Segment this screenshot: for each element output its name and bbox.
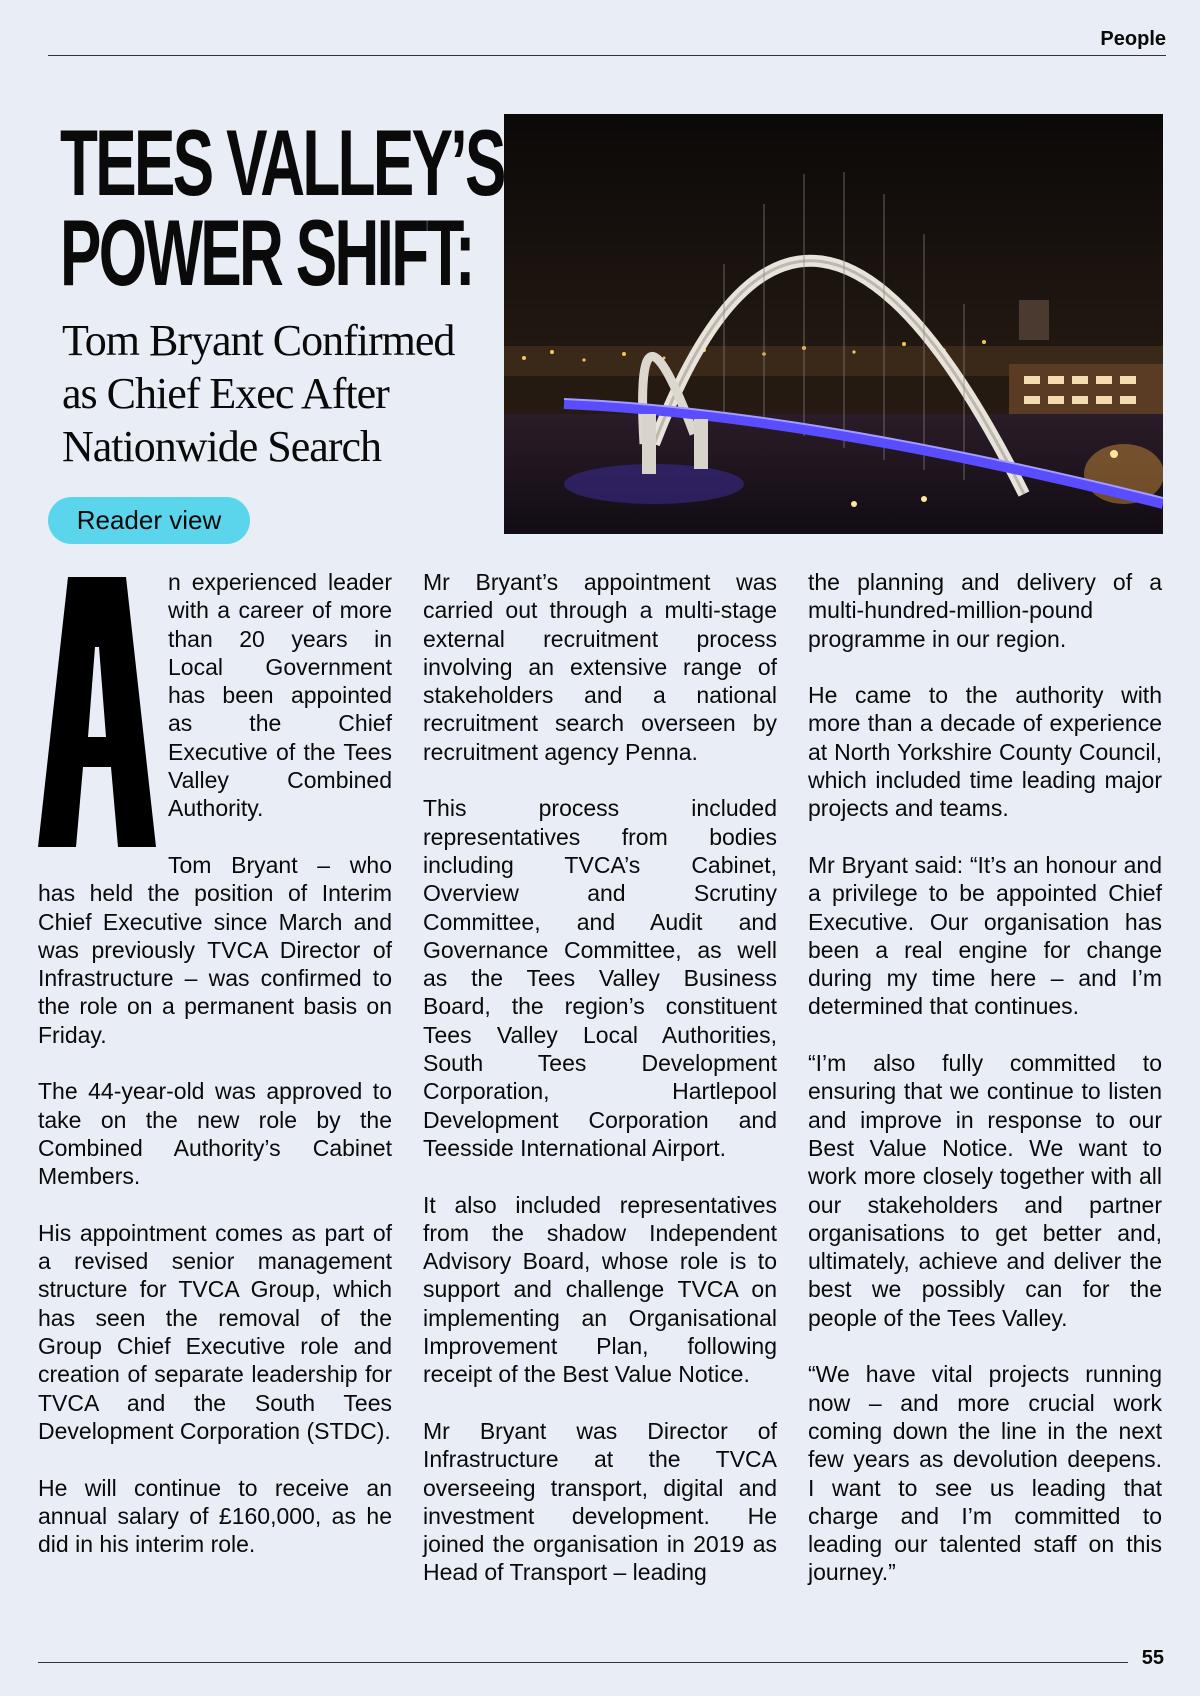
paragraph-10: the planning and delivery of a multi-hundred-million-pound programme in our region. [808, 569, 1162, 652]
headline-line-2: POWER SHIFT: [60, 200, 473, 305]
drop-cap [38, 577, 156, 847]
paragraph-5: He will continue to receive an annual salary of £160,000, as he did in his interim role. [38, 1474, 392, 1558]
drop-cap-glyph [38, 577, 156, 847]
paragraph-3: The 44-year-old was approved to take on the new role by the Combined Authority’s Cabinet Members. [38, 1078, 392, 1190]
headline [60, 110, 504, 305]
subhead-line-1: Tom Bryant Confirmed [62, 316, 455, 365]
paragraph-12: Mr Bryant said: “It’s an honour and a privilege to be appointed Chief Executive. Our organisation has been a real engine for change during my time here – and I’m determined that continues. [808, 851, 1162, 1020]
headline-line-1: TEES VALLEY’S [60, 110, 504, 215]
paragraph-14: “We have vital projects running now – and more crucial work coming down the line in the next few years as devolution deepens. I want to see us leading that charge and I’m committed to leading our talented staff on this journey.” [808, 1361, 1162, 1586]
hero-image-infinity-bridge [504, 114, 1163, 534]
paragraph-11: He came to the authority with more than a decade of experience at North Yorkshire County Council, which included time leading major projects and teams. [808, 682, 1162, 822]
bridge-night-illustration [504, 114, 1163, 534]
article-column-3 [808, 568, 1162, 1615]
subheadline [62, 314, 482, 473]
subhead-line-3: Nationwide Search [62, 422, 381, 471]
reader-view-button[interactable]: Reader view [48, 497, 250, 544]
paragraph-7: This process included representatives from bodies including TVCA’s Cabinet, Overview and Scrutiny Committee, and Audit and Governance Committee, as well as the Tees Valley Business Board, the region’s constituent Tees Valley Local Authorities, South Tees Development Corporation, Hartlepool Development Corporation and Teesside International Airport. [423, 795, 777, 1161]
article-column-2 [423, 568, 777, 1615]
paragraph-6: Mr Bryant’s appointment was carried out through a multi-stage external recruitment process involving an extensive range of stakeholders and a national recruitment search overseen by recruitment agency Penna. [423, 569, 777, 765]
paragraph-1: n experienced leader with a career of more than 20 years in Local Government has been appointed as the Chief Executive of the Tees Valley Combined Authority. [168, 569, 392, 822]
bottom-divider [38, 1662, 1128, 1663]
paragraph-13: “I’m also fully committed to ensuring that we continue to listen and improve in response to our Best Value Notice. We want to work more closely together with all our stakeholders and partner organisations to get better and, ultimately, achieve and deliver the best we possibly can for the people of the Tees Valley. [808, 1050, 1162, 1331]
section-label: People [1100, 28, 1166, 50]
top-divider [48, 55, 1166, 56]
subhead-line-2: as Chief Exec After [62, 369, 389, 418]
paragraph-4: His appointment comes as part of a revised senior management structure for TVCA Group, which has seen the removal of the Group Chief Executive role and creation of separate leadership for TVCA and the South Tees Development Corporation (STDC). [38, 1219, 392, 1444]
article-column-1 [38, 568, 392, 1587]
paragraph-9: Mr Bryant was Director of Infrastructure at the TVCA overseeing transport, digital and investment development. He joined the organisation in 2019 as Head of Transport – leading [423, 1417, 777, 1586]
paragraph-8: It also included representatives from the shadow Independent Advisory Board, whose role is to support and challenge TVCA on implementing an Organisational Improvement Plan, following receipt of the Best Value Notice. [423, 1191, 777, 1388]
page-number: 55 [1141, 1647, 1164, 1669]
paragraph-2: Tom Bryant – who has held the position of Interim Chief Executive since March and was previously TVCA Director of Infrastructure – was confirmed to the role on a permanent basis on Friday. [38, 851, 392, 1048]
